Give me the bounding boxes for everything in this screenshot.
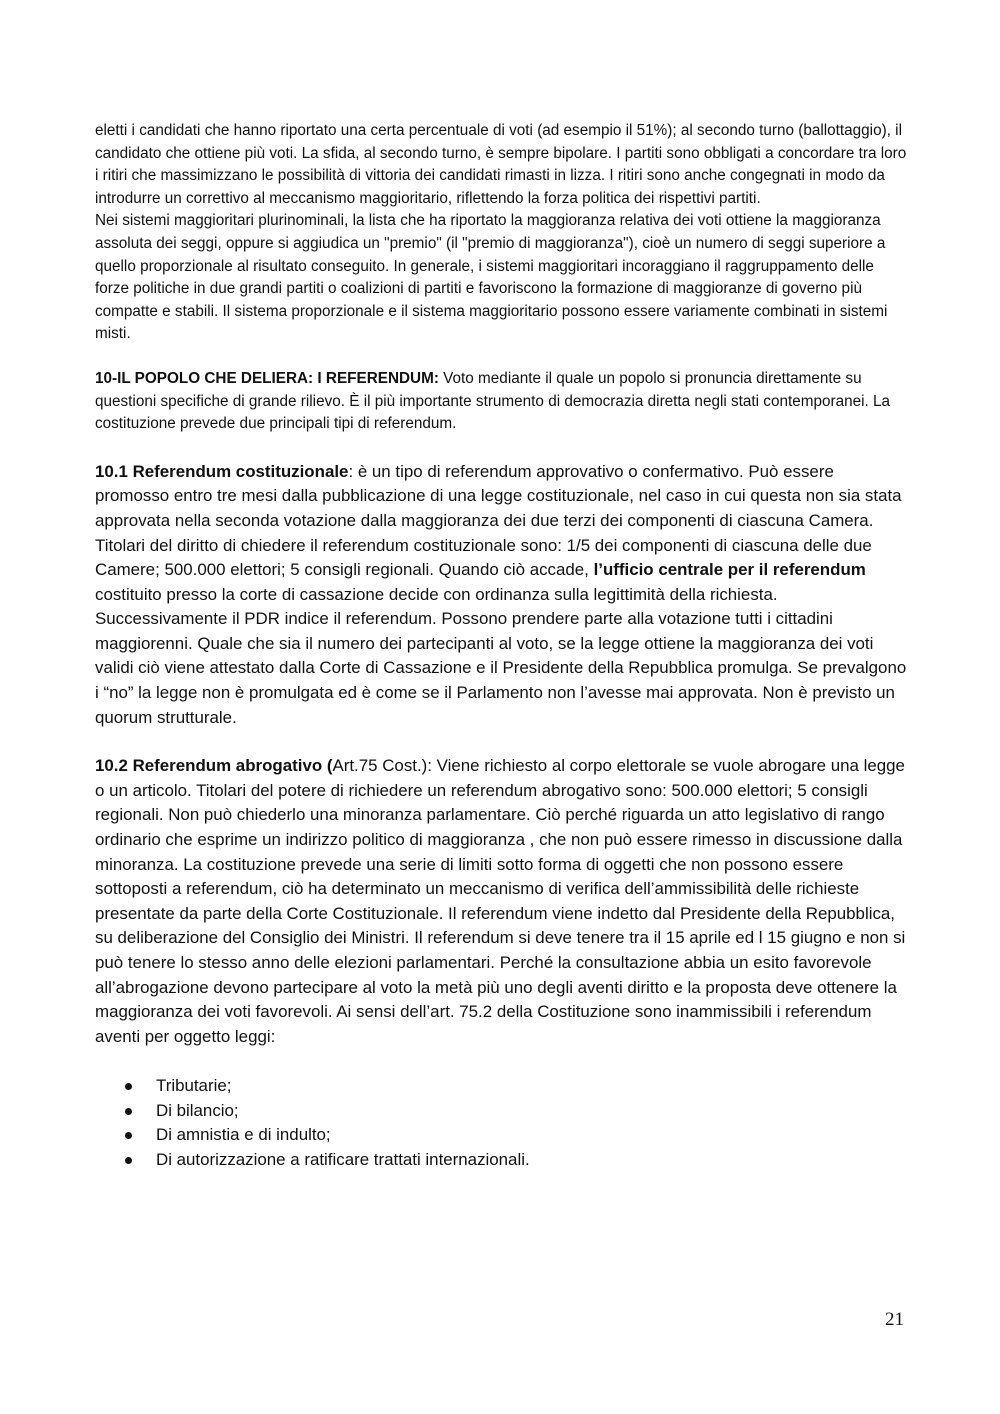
list-item: Di autorizzazione a ratificare trattati internazionali. [95, 1148, 907, 1172]
list-item: Di bilancio; [95, 1099, 907, 1123]
bullet-icon [125, 1108, 132, 1115]
section-10-1-text-b: costituito presso la corte di cassazione decide con ordinanza sulla legittimità della richiesta. Successivamente il PDR indice il referendum. Possono prendere parte alla votazione tutti i cittadini maggiorenni. Quale che sia il numero dei partecipanti al voto, se la legge ottiene la maggioranza dei voti validi ciò viene attestato dalla Corte di Cassazione e il Presidente della Repubblica promulga. Se prevalgono i “no” la legge non è promulgata ed è come se il Parlamento non l’avesse mai approvata. Non è previsto un quorum strutturale. [95, 584, 907, 727]
page-number: 21 [885, 1309, 904, 1330]
section-10-paragraph [95, 368, 907, 436]
section-10-1-paragraph [95, 460, 907, 731]
section-10-1-heading: 10.1 Referendum costituzionale [95, 461, 349, 481]
section-10-2-paragraph [95, 754, 907, 1049]
bullet-icon [125, 1083, 132, 1090]
section-10-1-bold-phrase: l’ufficio centrale per il referendum [593, 560, 866, 580]
intro-paragraph-1: eletti i candidati che hanno riportato una certa percentuale di voti (ad esempio il 51%); al secondo turno (ballottaggio), il candidato che ottiene più voti. La sfida, al secondo turno, è sempre bipolare. I partiti sono obbligati a concordare tra loro i ritiri che massimizzano le possibilità di vittoria dei candidati rimasti in lizza. I ritiri sono anche congegnati in modo da introdurre un correttivo al meccanismo maggioritario, riflettendo la forza politica dei rispettivi partiti. [95, 122, 907, 207]
list-item: Tributarie; [95, 1074, 907, 1098]
section-10-2-text: Art.75 Cost.): Viene richiesto al corpo elettorale se vuole abrogare una legge o un articolo. Titolari del potere di richiedere un referendum abrogativo sono: 500.000 elettori; 5 consigli regionali. Non può chiederlo una minoranza parlamentare. Ciò perché riguarda un atto legislativo di rango ordinario che esprime un indirizzo politico di maggioranza , che non può essere rimesso in discussione dalla minoranza. La costituzione prevede una serie di limiti sotto forma di oggetti che non possono essere sottoposti a referendum, ciò ha determinato un meccanismo di verifica dell’ammissibilità delle richieste presentate da parte della Corte Costituzionale. Il referendum viene indetto dal Presidente della Repubblica, su deliberazione del Consiglio dei Ministri. Il referendum si deve tenere tra il 15 aprile ed l 15 giugno e non si può tenere lo stesso anno delle elezioni parlamentari. Perché la consultazione abbia un esito favorevole all’abrogazione devono partecipare al voto la metà più uno degli aventi diritto e la proposta deve ottenere la maggioranza dei voti favorevoli. Ai sensi dell’art. 75.2 della Costituzione sono inammissibili i referendum aventi per oggetto leggi: [95, 756, 906, 1046]
section-10-1-text-a: : è un tipo di referendum approvativo o confermativo. Può essere promosso entro tre mesi dalla pubblicazione di una legge costituzionale, nel caso in cui questa non sia stata approvata nella seconda votazione dalla maggioranza dei due terzi dei componenti di ciascuna Camera. Titolari del diritto di chiedere il referendum costituzionale sono: 1/5 dei componenti di ciascuna delle due Camere; 500.000 elettori; 5 consigli regionali. Quando ciò accade, [95, 461, 902, 580]
section-10-heading: 10-IL POPOLO CHE DELIERA: I REFERENDUM: [95, 369, 439, 387]
section-10-2-heading: 10.2 Referendum abrogativo ( [95, 756, 333, 776]
bullet-icon [125, 1157, 132, 1164]
page-content [95, 120, 907, 1172]
list-item: Di amnistia e di indulto; [95, 1123, 907, 1147]
bullet-icon [125, 1132, 132, 1139]
inadmissible-laws-list [95, 1074, 907, 1172]
intro-paragraph-2: Nei sistemi maggioritari plurinominali, la lista che ha riportato la maggioranza relativa dei voti ottiene la maggioranza assoluta dei seggi, oppure si aggiudica un "premio" (il "premio di maggioranza"), cioè un numero di seggi superiore a quello proporzionale al risultato conseguito. In generale, i sistemi maggioritari incoraggiano il raggruppamento delle forze politiche in due grandi partiti o coalizioni di partiti e favoriscono la formazione di maggioranze di governo più compatte e stabili. Il sistema proporzionale e il sistema maggioritario possono essere variamente combinati in sistemi misti. [95, 212, 888, 343]
section-10-text: Voto mediante il quale un popolo si pronuncia direttamente su questioni specifiche di grande rilievo. È il più importante strumento di democrazia diretta negli stati contemporanei. La costituzione prevede due principali tipi di referendum. [95, 369, 891, 433]
